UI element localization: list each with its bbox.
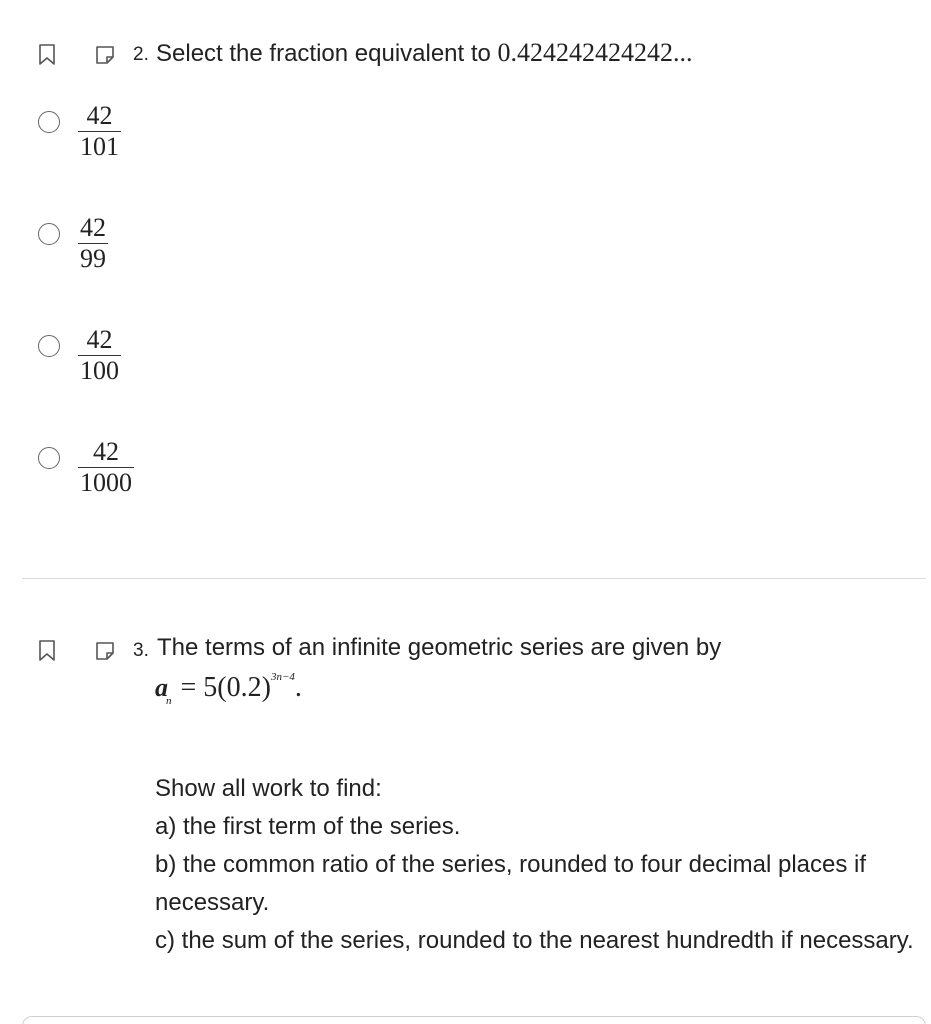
fraction — [78, 101, 121, 162]
formula-exponent: 3n−4 — [270, 671, 295, 683]
denominator: 100 — [80, 356, 119, 385]
answer-option[interactable] — [34, 437, 234, 517]
answer-option[interactable] — [34, 325, 234, 405]
formula-rhs: = 5(0.2) — [180, 672, 271, 703]
denominator: 101 — [80, 132, 119, 161]
fraction — [78, 213, 108, 274]
question-prompt: The terms of an infinite geometric series are given by — [157, 634, 722, 661]
answer-option[interactable] — [34, 101, 234, 181]
numerator: 42 — [93, 437, 119, 466]
instruction-line: Show all work to find: — [155, 775, 382, 802]
radio-button[interactable] — [38, 447, 60, 469]
formula-end: . — [294, 672, 302, 703]
instruction-line: a) the first term of the series. — [155, 813, 461, 840]
question-prompt — [156, 38, 693, 68]
note-icon[interactable] — [94, 640, 116, 662]
numerator: 42 — [86, 325, 113, 354]
radio-button[interactable] — [38, 223, 60, 245]
question-number: 3. — [133, 640, 149, 661]
series-formula — [155, 671, 302, 707]
fraction — [78, 437, 134, 498]
prompt-text: Select the fraction equivalent to — [156, 40, 491, 67]
denominator: 99 — [80, 244, 106, 273]
instructions — [155, 770, 925, 960]
instruction-line: c) the sum of the series, rounded to the nearest hundredth if necessary. — [155, 927, 914, 954]
numerator: 42 — [80, 213, 106, 242]
formula-variable: a — [155, 673, 168, 702]
numerator: 42 — [86, 101, 113, 130]
note-icon[interactable] — [94, 44, 116, 66]
answer-box-edge — [22, 1016, 926, 1024]
radio-button[interactable] — [38, 111, 60, 133]
instruction-line: b) the common ratio of the series, rounded to four decimal places if necessary. — [155, 851, 867, 916]
denominator: 1000 — [80, 468, 132, 497]
fraction — [78, 325, 121, 386]
section-divider — [22, 578, 926, 579]
question-number: 2. — [133, 44, 149, 65]
formula-subscript: n — [166, 695, 172, 707]
bookmark-icon[interactable] — [38, 640, 56, 662]
answer-option[interactable] — [34, 213, 234, 293]
repeating-decimal: 0.424242424242... — [497, 38, 693, 67]
radio-button[interactable] — [38, 335, 60, 357]
bookmark-icon[interactable] — [38, 44, 56, 66]
